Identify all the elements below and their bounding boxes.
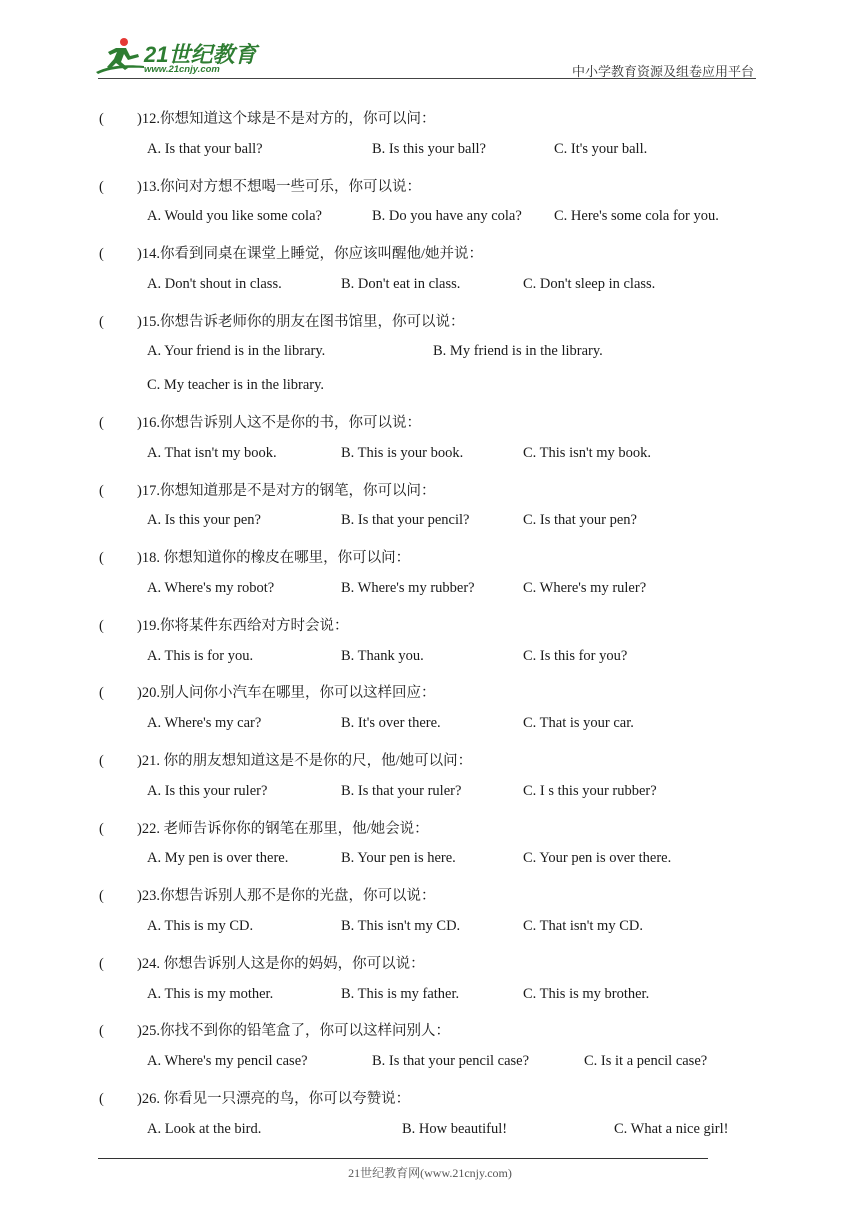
footer-text: 21世纪教育网(www.21cnjy.com)	[348, 1166, 512, 1180]
question-stem: )12.你想知道这个球是不是对方的，你可以问：	[137, 111, 436, 127]
answer-blank[interactable]: (	[99, 314, 104, 330]
header-platform-text: 中小学教育资源及组卷应用平台	[571, 65, 754, 80]
option-b: B. Is that your pencil case?	[372, 1053, 530, 1069]
question-stem: )23.你想告诉别人那不是你的光盘，你可以说：	[137, 888, 436, 904]
question-stem: )13.你问对方想不想喝一些可乐，你可以说：	[137, 179, 421, 195]
question-15	[99, 310, 464, 331]
footer-divider	[98, 1158, 708, 1159]
option-c: C. Where's my ruler?	[523, 580, 647, 596]
option-b: B. Is that your pencil?	[341, 512, 470, 528]
option-b: B. This is your book.	[341, 445, 464, 461]
answer-blank[interactable]: (	[99, 685, 104, 701]
answer-blank[interactable]: (	[99, 415, 104, 431]
answer-blank[interactable]: (	[99, 179, 104, 195]
option-c: C. Is that your pen?	[523, 512, 637, 528]
question-22	[99, 817, 429, 838]
question-14	[99, 242, 483, 263]
option-c: C. That isn't my CD.	[523, 918, 643, 934]
question-stem: )18. 你想知道你的橡皮在哪里，你可以问：	[137, 550, 411, 566]
answer-blank[interactable]: (	[99, 888, 104, 904]
option-c: C. Your pen is over there.	[523, 850, 672, 866]
question-17	[99, 479, 435, 500]
question-13	[99, 175, 421, 196]
answer-blank[interactable]: (	[99, 246, 104, 262]
option-c: C. My teacher is in the library.	[147, 377, 325, 393]
option-a: A. Your friend is in the library.	[147, 343, 326, 359]
option-a: A. This is for you.	[147, 648, 254, 664]
option-a: A. Is this your ruler?	[147, 783, 268, 799]
option-a: A. This is my CD.	[147, 918, 254, 934]
question-24	[99, 952, 425, 973]
option-b: B. Do you have any cola?	[372, 208, 522, 224]
option-c: C. What a nice girl!	[614, 1121, 729, 1137]
answer-blank[interactable]: (	[99, 550, 104, 566]
question-stem: )21. 你的朋友想知道这是不是你的尺，他/她可以问：	[137, 753, 473, 769]
option-a: A. My pen is over there.	[147, 850, 289, 866]
question-26	[99, 1087, 410, 1108]
site-logo	[94, 36, 264, 78]
question-stem: )26. 你看见一只漂亮的鸟，你可以夸赞说：	[137, 1091, 411, 1107]
option-c: C. Here's some cola for you.	[554, 208, 719, 224]
option-b: B. It's over there.	[341, 715, 441, 731]
option-b: B. Thank you.	[341, 648, 424, 664]
option-b: B. Where's my rubber?	[341, 580, 475, 596]
option-c: C. It's your ball.	[554, 141, 648, 157]
question-18	[99, 546, 410, 567]
question-stem: )24. 你想告诉别人这是你的妈妈，你可以说：	[137, 956, 425, 972]
page-header	[0, 0, 860, 80]
question-23	[99, 884, 435, 905]
question-16	[99, 411, 421, 432]
question-stem: )22. 老师告诉你你的钢笔在那里，他/她会说：	[137, 821, 429, 837]
option-c: C. Is it a pencil case?	[584, 1053, 708, 1069]
option-c: C. I s this your rubber?	[523, 783, 657, 799]
question-stem: )15.你想告诉老师你的朋友在图书馆里，你可以说：	[137, 314, 465, 330]
question-stem: )16.你想告诉别人这不是你的书，你可以说：	[137, 415, 421, 431]
option-a: A. Would you like some cola?	[147, 208, 322, 224]
option-a: A. Is that your ball?	[147, 141, 263, 157]
answer-blank[interactable]: (	[99, 753, 104, 769]
question-12	[99, 107, 435, 128]
option-b: B. Don't eat in class.	[341, 276, 461, 292]
option-a: A. This is my mother.	[147, 986, 274, 1002]
option-a: A. Where's my pencil case?	[147, 1053, 308, 1069]
question-stem: )20.别人问你小汽车在哪里，你可以这样回应：	[137, 685, 436, 701]
option-c: C. This isn't my book.	[523, 445, 652, 461]
question-20	[99, 681, 435, 702]
answer-blank[interactable]: (	[99, 618, 104, 634]
answer-blank[interactable]: (	[99, 1023, 104, 1039]
answer-blank[interactable]: (	[99, 111, 104, 127]
question-stem: )17.你想知道那是不是对方的钢笔，你可以问：	[137, 483, 436, 499]
option-c: C. Don't sleep in class.	[523, 276, 656, 292]
question-stem: )25.你找不到你的铅笔盒了，你可以这样问别人：	[137, 1023, 450, 1039]
option-a: A. Where's my car?	[147, 715, 262, 731]
option-b: B. Is this your ball?	[372, 141, 486, 157]
option-c: C. This is my brother.	[523, 986, 650, 1002]
option-c: C. That is your car.	[523, 715, 634, 731]
header-divider	[98, 78, 756, 79]
option-b: B. How beautiful!	[402, 1121, 508, 1137]
question-stem: )14.你看到同桌在课堂上睡觉，你应该叫醒他/她并说：	[137, 246, 483, 262]
option-b: B. This is my father.	[341, 986, 460, 1002]
answer-blank[interactable]: (	[99, 956, 104, 972]
answer-blank[interactable]: (	[99, 483, 104, 499]
option-a: A. Where's my robot?	[147, 580, 275, 596]
question-19	[99, 614, 348, 635]
question-25	[99, 1019, 450, 1040]
logo-url: www.21cnjy.com	[144, 64, 220, 75]
option-b: B. This isn't my CD.	[341, 918, 461, 934]
answer-blank[interactable]: (	[99, 821, 104, 837]
option-a: A. Look at the bird.	[147, 1121, 262, 1137]
runner-logo-icon	[94, 36, 146, 76]
option-c: C. Is this for you?	[523, 648, 628, 664]
option-b: B. My friend is in the library.	[433, 343, 603, 359]
option-b: B. Your pen is here.	[341, 850, 456, 866]
option-a: A. Don't shout in class.	[147, 276, 282, 292]
option-a: A. Is this your pen?	[147, 512, 261, 528]
option-a: A. That isn't my book.	[147, 445, 277, 461]
question-21	[99, 749, 472, 770]
answer-blank[interactable]: (	[99, 1091, 104, 1107]
logo-text: 21世纪教育	[144, 42, 257, 67]
option-b: B. Is that your ruler?	[341, 783, 462, 799]
question-stem: )19.你将某件东西给对方时会说：	[137, 618, 349, 634]
